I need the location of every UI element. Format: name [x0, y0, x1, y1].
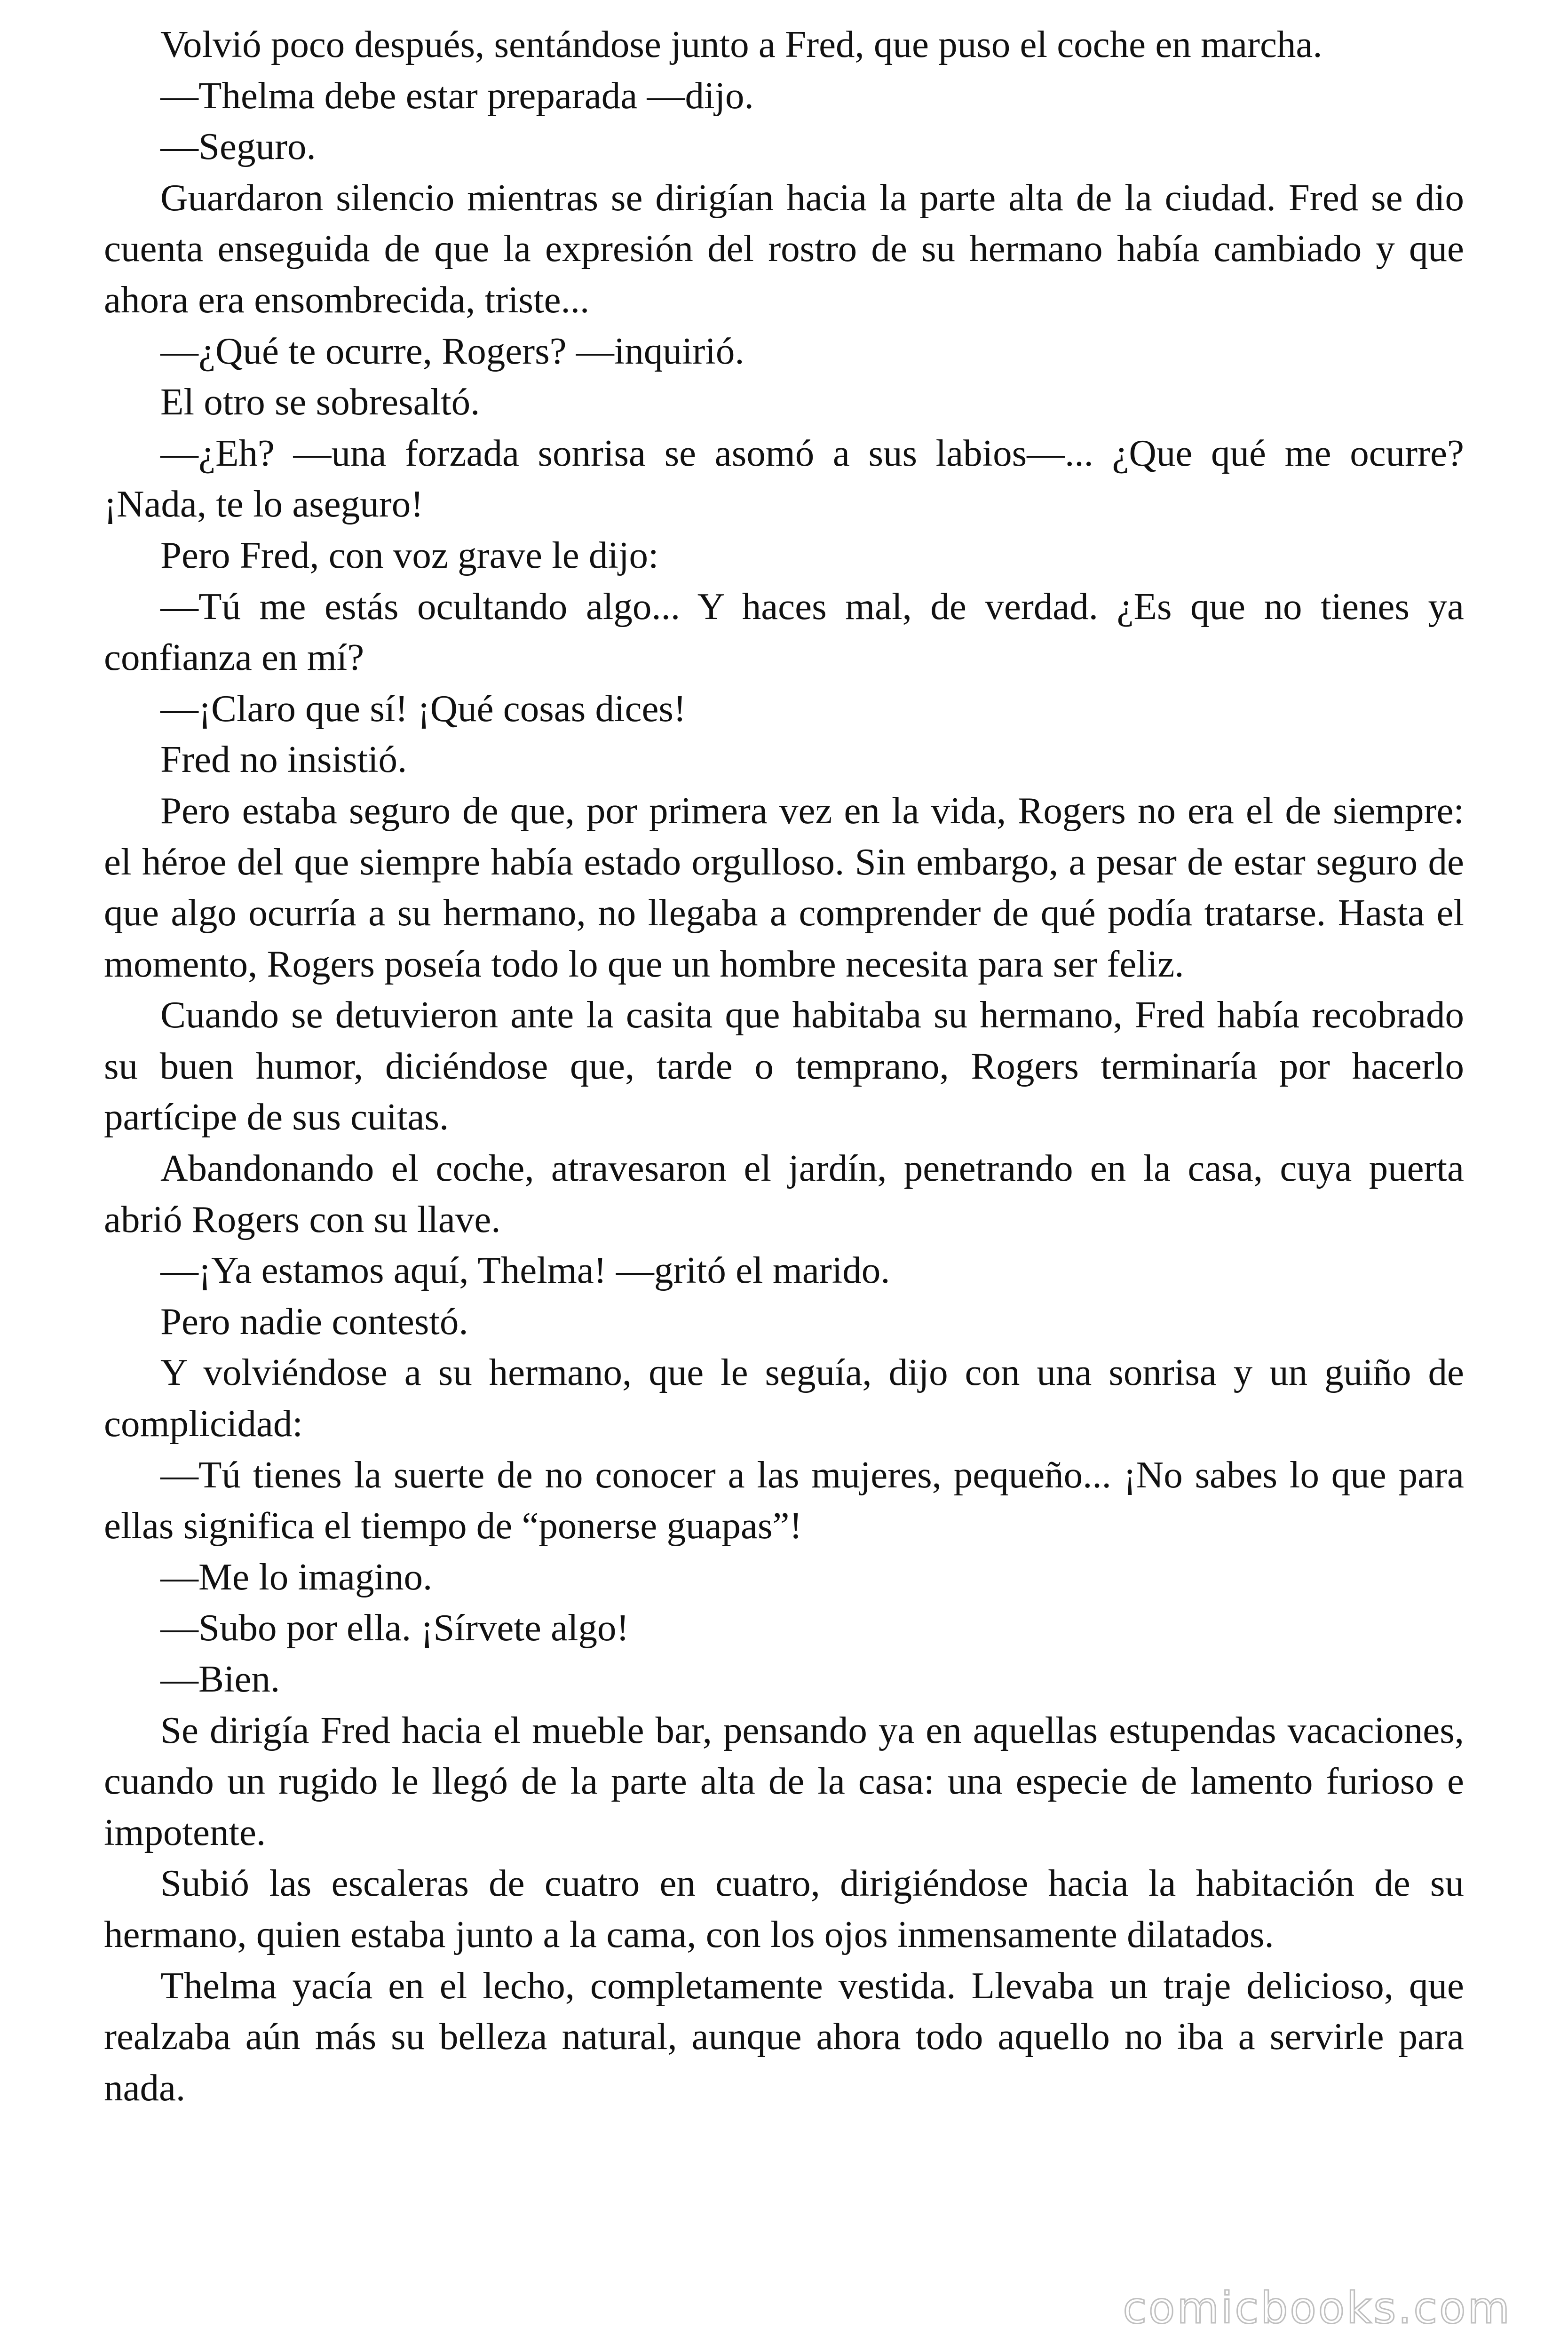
- paragraph: Volvió poco después, sentándose junto a Fred, que puso el coche en marcha.: [160, 23, 1323, 65]
- paragraph: —Subo por ella. ¡Sírvete algo!: [160, 1606, 629, 1649]
- paragraph: —¡Claro que sí! ¡Qué cosas dices!: [160, 687, 686, 730]
- paragraph: El otro se sobresaltó.: [160, 381, 480, 423]
- paragraph: Thelma yacía en el lecho, completamente vestida. Llevaba un traje delicioso, que realzaba aún más su belleza natural, aunque ahora todo aquello no iba a servirle para nada.: [104, 1964, 1464, 2109]
- paragraph: —Tú tienes la suerte de no conocer a las mujeres, pequeño... ¡No sabes lo que para ellas significa el tiempo de “ponerse guapas”!: [104, 1453, 1464, 1547]
- paragraph: Fred no insistió.: [160, 738, 407, 781]
- paragraph: Se dirigía Fred hacia el mueble bar, pensando ya en aquellas estupendas vacaciones, cuando un rugido le llegó de la parte alta de la casa: una especie de lamento furioso e impotente.: [104, 1708, 1464, 1853]
- paragraph: Pero Fred, con voz grave le dijo:: [160, 533, 659, 576]
- paragraph: Guardaron silencio mientras se dirigían hacia la parte alta de la ciudad. Fred se dio cuenta enseguida de que la expresión del rostro de su hermano había cambiado y que ahora era ensombrecida, triste...: [104, 176, 1464, 321]
- paragraph: —Tú me estás ocultando algo... Y haces mal, de verdad. ¿Es que no tienes ya confianza en mí?: [104, 585, 1464, 679]
- paragraph: —¿Eh? —una forzada sonrisa se asomó a sus labios—... ¿Que qué me ocurre? ¡Nada, te lo aseguro!: [104, 431, 1464, 525]
- paragraph: —¿Qué te ocurre, Rogers? —inquirió.: [160, 329, 744, 372]
- paragraph: —¡Ya estamos aquí, Thelma! —gritó el marido.: [160, 1249, 890, 1292]
- paragraph: —Thelma debe estar preparada —dijo.: [160, 74, 754, 117]
- paragraph: Pero estaba seguro de que, por primera vez en la vida, Rogers no era el de siempre: el héroe del que siempre había estado orgulloso. Sin embargo, a pesar de estar seguro de que algo ocurría a su hermano, no llegaba a comprender de qué podía tratarse. Hasta el momento, Rogers poseía todo lo que un hombre necesita para ser feliz.: [104, 789, 1464, 985]
- paragraph: Subió las escaleras de cuatro en cuatro, dirigiéndose hacia la habitación de su hermano, quien estaba junto a la cama, con los ojos inmensamente dilatados.: [104, 1862, 1464, 1955]
- body-text: [104, 19, 1464, 2113]
- paragraph: —Me lo imagino.: [160, 1555, 433, 1598]
- paragraph: Cuando se detuvieron ante la casita que habitaba su hermano, Fred había recobrado su buen humor, diciéndose que, tarde o temprano, Rogers terminaría por hacerlo partícipe de sus cuitas.: [104, 993, 1464, 1138]
- paragraph: Y volviéndose a su hermano, que le seguía, dijo con una sonrisa y un guiño de complicidad:: [104, 1351, 1464, 1445]
- paragraph: Abandonando el coche, atravesaron el jardín, penetrando en la casa, cuya puerta abrió Rogers con su llave.: [104, 1147, 1464, 1240]
- paragraph: Pero nadie contestó.: [160, 1300, 468, 1343]
- watermark: comicbooks.com: [1123, 2283, 1512, 2333]
- paragraph: —Bien.: [160, 1658, 280, 1700]
- paragraph: —Seguro.: [160, 125, 316, 168]
